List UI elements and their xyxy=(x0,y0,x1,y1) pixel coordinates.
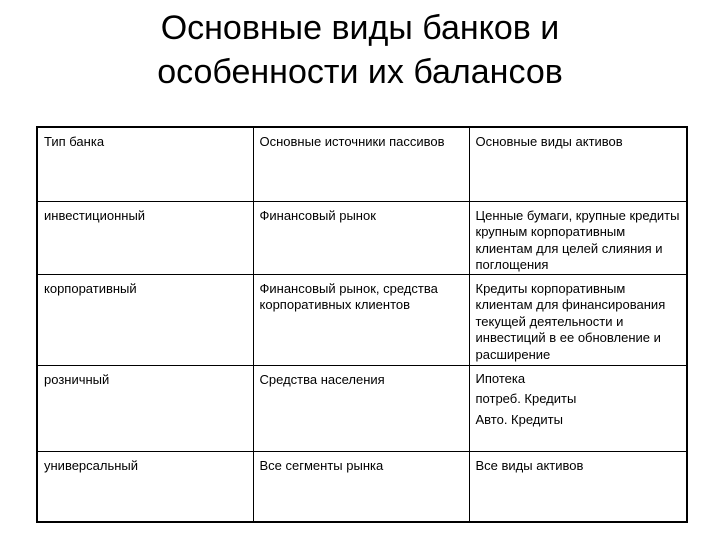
header-assets: Основные виды активов xyxy=(469,127,687,201)
slide-title xyxy=(0,6,720,94)
asset-line: Ипотека xyxy=(475,370,526,386)
header-bank-type: Тип банка xyxy=(37,127,253,201)
table-row xyxy=(37,201,687,274)
cell-bank-type: корпоративный xyxy=(37,274,253,365)
cell-bank-type: розничный xyxy=(37,365,253,451)
table-row xyxy=(37,365,687,451)
asset-line: потреб. Кредиты xyxy=(475,391,577,406)
cell-bank-type: инвестиционный xyxy=(37,201,253,274)
cell-bank-type: универсальный xyxy=(37,451,253,522)
header-liabilities: Основные источники пассивов xyxy=(253,127,469,201)
table-header-row xyxy=(37,127,687,201)
table-row xyxy=(37,451,687,522)
cell-assets: Ценные бумаги, крупные кредиты крупным корпоративным клиентам для целей слияния и поглощения xyxy=(469,201,687,274)
cell-liabilities: Средства населения xyxy=(253,365,469,451)
bank-types-table xyxy=(36,126,688,523)
table-row xyxy=(37,274,687,365)
title-line-2: особенности их балансов xyxy=(157,53,563,91)
cell-liabilities: Финансовый рынок xyxy=(253,201,469,274)
cell-assets xyxy=(469,365,687,451)
cell-liabilities: Финансовый рынок, средства корпоративных клиентов xyxy=(253,274,469,365)
cell-liabilities: Все сегменты рынка xyxy=(253,451,469,522)
cell-assets: Кредиты корпоративным клиентам для финансирования текущей деятельности и инвестиций в ее обновление и расширение xyxy=(469,274,687,365)
asset-line: Авто. Кредиты xyxy=(475,411,563,427)
title-line-1: Основные виды банков и xyxy=(160,9,560,47)
cell-assets: Все виды активов xyxy=(469,451,687,522)
